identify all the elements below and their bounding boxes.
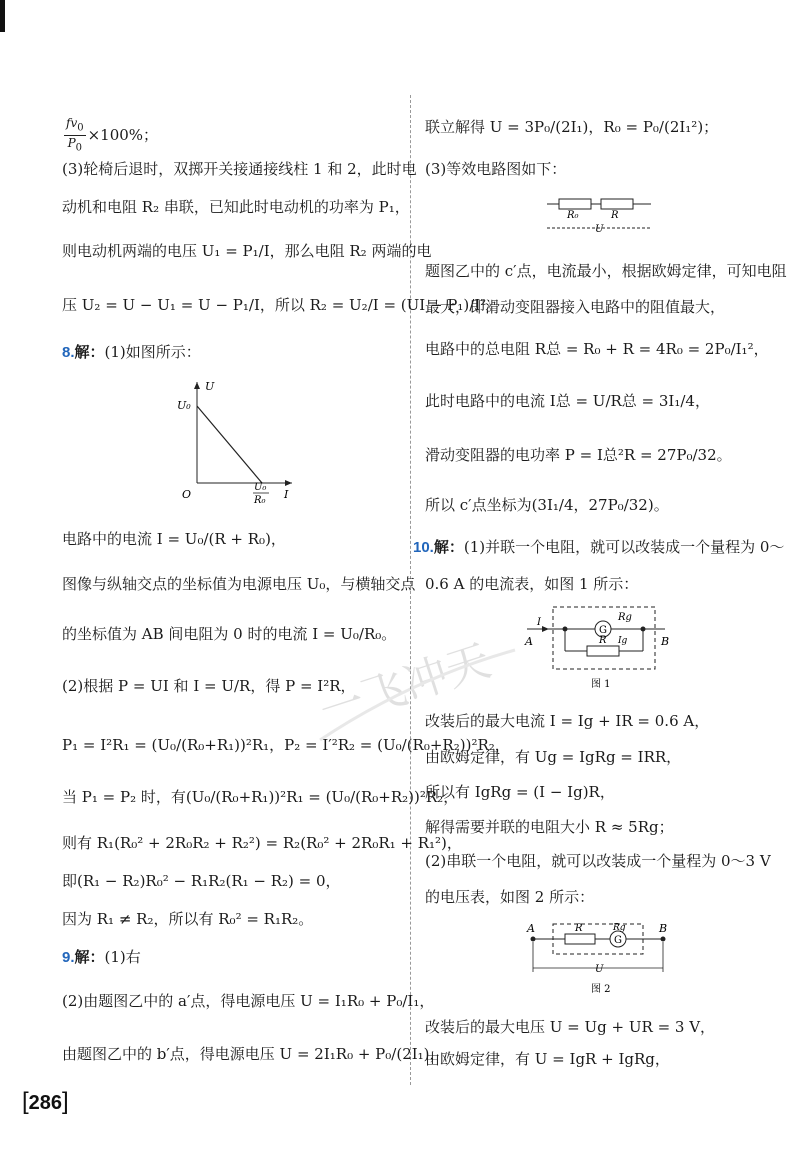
- x-axis-arrow: [285, 480, 292, 486]
- q7-part3-line3: 则电动机两端的电压 U₁ = P₁/I，那么电阻 R₂ 两端的电: [62, 242, 432, 260]
- equivalent-circuit: [545, 190, 655, 238]
- origin-label: O: [182, 488, 192, 501]
- x-intercept-numerator: U₀: [254, 482, 267, 493]
- c-point-coords: 所以 c′点坐标为(3I₁/4，27P₀/32)。: [425, 496, 669, 514]
- terminal-b: [661, 937, 666, 942]
- q10-part2-line2: 的电压表，如图 2 所示：: [425, 888, 595, 906]
- b-label: B: [661, 635, 670, 648]
- q7-part3-line1: (3)轮椅后退时，双掷开关接通接线柱 1 和 2，此时电: [62, 160, 417, 178]
- q9-part2-a: (2)由题图乙中的 a′点，得电源电压 U = I₁R₀ + P₀/I₁，: [62, 992, 435, 1010]
- q8-explain-line1: 图像与纵轴交点的坐标值为电源电压 U₀，与横轴交点: [62, 575, 416, 593]
- g-label: G: [614, 935, 622, 946]
- terminal-a: [531, 937, 536, 942]
- q10-part1-line2: 0.6 A 的电流表，如图 1 所示：: [425, 575, 639, 593]
- q10-part2-line1: (2)串联一个电阻，就可以改装成一个量程为 0～3 V: [425, 852, 771, 870]
- q8-then: 则有 R₁(R₀² + 2R₀R₂ + R₂²) = R₂(R₀² + 2R₀R₁ + R₁²)，: [62, 834, 462, 852]
- q8-ie: 即(R₁ − R₂)R₀² − R₁R₂(R₁ − R₂) = 0，: [62, 872, 341, 890]
- total-resistance: 电路中的总电阻 R总 = R₀ + R = 4R₀ = 2P₀/I₁²，: [425, 340, 769, 358]
- q7-part3-line2: 动机和电阻 R₂ 串联，已知此时电动机的功率为 P₁，: [62, 198, 410, 216]
- resistor-r: [601, 199, 633, 209]
- ig-label: Ig: [618, 636, 628, 646]
- q7-part3-line4: 压 U₂ = U − U₁ = U − P₁/I，所以 R₂ = U₂/I = (UI − P₁)/I²。: [62, 296, 502, 314]
- q10-resistance: 解得需要并联的电阻大小 R ≈ 5Rg；: [425, 818, 674, 836]
- page-number: [286]: [22, 1088, 69, 1115]
- c-point-line2: 最大，即滑动变阻器接入电路中的阻值最大，: [425, 298, 726, 316]
- q8-conclusion: 因为 R₁ ≠ R₂，所以有 R₀² = R₁R₂。: [62, 910, 314, 928]
- corner-mark: [0, 0, 5, 32]
- graph-line: [197, 406, 262, 483]
- current-arrow: [542, 626, 549, 632]
- shunt-resistor: [587, 646, 619, 656]
- rheostat-power: 滑动变阻器的电功率 P = I总²R = 27P₀/32。: [425, 446, 732, 464]
- y-axis-label: U: [205, 380, 215, 393]
- resistor-r0: [559, 199, 591, 209]
- q10-ohm-1: 由欧姆定律，有 Ug = IgRg = IRR，: [425, 748, 682, 766]
- b-label: B: [659, 922, 668, 935]
- q10-heading: 10.解：(1)并联一个电阻，就可以改装成一个量程为 0～: [413, 538, 785, 556]
- q8-heading: 8.解：(1)如图所示：: [62, 343, 201, 361]
- series-resistor: [565, 934, 595, 944]
- q10-max-current: 改装后的最大电流 I = Ig + IR = 0.6 A，: [425, 712, 710, 730]
- a-label: A: [525, 635, 533, 648]
- watermark-text: 一飞冲天: [313, 635, 497, 739]
- y-intercept-label: U₀: [177, 399, 191, 412]
- x-intercept-denominator: R₀: [254, 495, 266, 506]
- q8-current: 电路中的电流 I = U₀/(R + R₀)，: [62, 530, 286, 548]
- x-axis-label: I: [284, 488, 289, 501]
- q8-equal-power: 当 P₁ = P₂ 时，有(U₀/(R₀+R₁))²R₁ = (U₀/(R₀+R₂))²R₂，: [62, 788, 459, 806]
- r-label: R: [611, 210, 619, 221]
- rg-label: Rg: [618, 612, 632, 623]
- q9-part2-b: 由题图乙中的 b′点，得电源电压 U = 2I₁R₀ + P₀/(2I₁)，: [62, 1045, 445, 1063]
- r-label: R: [599, 635, 607, 646]
- g-label: G: [599, 625, 607, 636]
- u-i-graph: [172, 378, 302, 506]
- r0-label: R₀: [567, 210, 579, 221]
- r-label: R: [575, 923, 583, 934]
- q9-heading: 9.解：(1)右: [62, 948, 141, 966]
- efficiency-tail: $\frac{fv_0}{P_0}$ ×100%；: [66, 116, 159, 154]
- figure-2-caption: 图 2: [591, 984, 611, 995]
- q10-ohm-2: 由欧姆定律，有 U = IgR + IgRg，: [425, 1050, 670, 1068]
- a-label: A: [527, 922, 535, 935]
- q8-power-expr: P₁ = I²R₁ = (U₀/(R₀+R₁))²R₁，P₂ = I′²R₂ = (U₀/(R₀+R₂))²R₂，: [62, 736, 510, 754]
- u-label: U: [595, 964, 604, 975]
- q10-max-voltage: 改装后的最大电压 U = Ug + UR = 3 V，: [425, 1018, 716, 1036]
- rg-label: Rg: [613, 923, 626, 933]
- figure-2-voltmeter: [525, 920, 675, 1000]
- q8-explain-line2: 的坐标值为 AB 间电阻为 0 时的电流 I = U₀/R₀。: [62, 625, 397, 643]
- q9-part3: (3)等效电路图如下：: [425, 160, 567, 178]
- u-label: U: [595, 224, 604, 235]
- q8-part2: (2)根据 P = UI 和 I = U/R，得 P = I²R，: [62, 677, 356, 695]
- total-current: 此时电路中的电流 I总 = U/R总 = 3I₁/4，: [425, 392, 710, 410]
- figure-1-caption: 图 1: [591, 679, 611, 690]
- q10-so: 所以有 IgRg = (I − Ig)R，: [425, 783, 615, 801]
- figure-1-ammeter: [525, 603, 675, 693]
- i-label: I: [537, 617, 541, 628]
- c-point-line1: 题图乙中的 c′点，电流最小，根据欧姆定律，可知电阻: [425, 262, 787, 280]
- y-axis-arrow: [194, 382, 200, 389]
- q9-solve: 联立解得 U = 3P₀/(2I₁)，R₀ = P₀/(2I₁²)；: [425, 118, 719, 136]
